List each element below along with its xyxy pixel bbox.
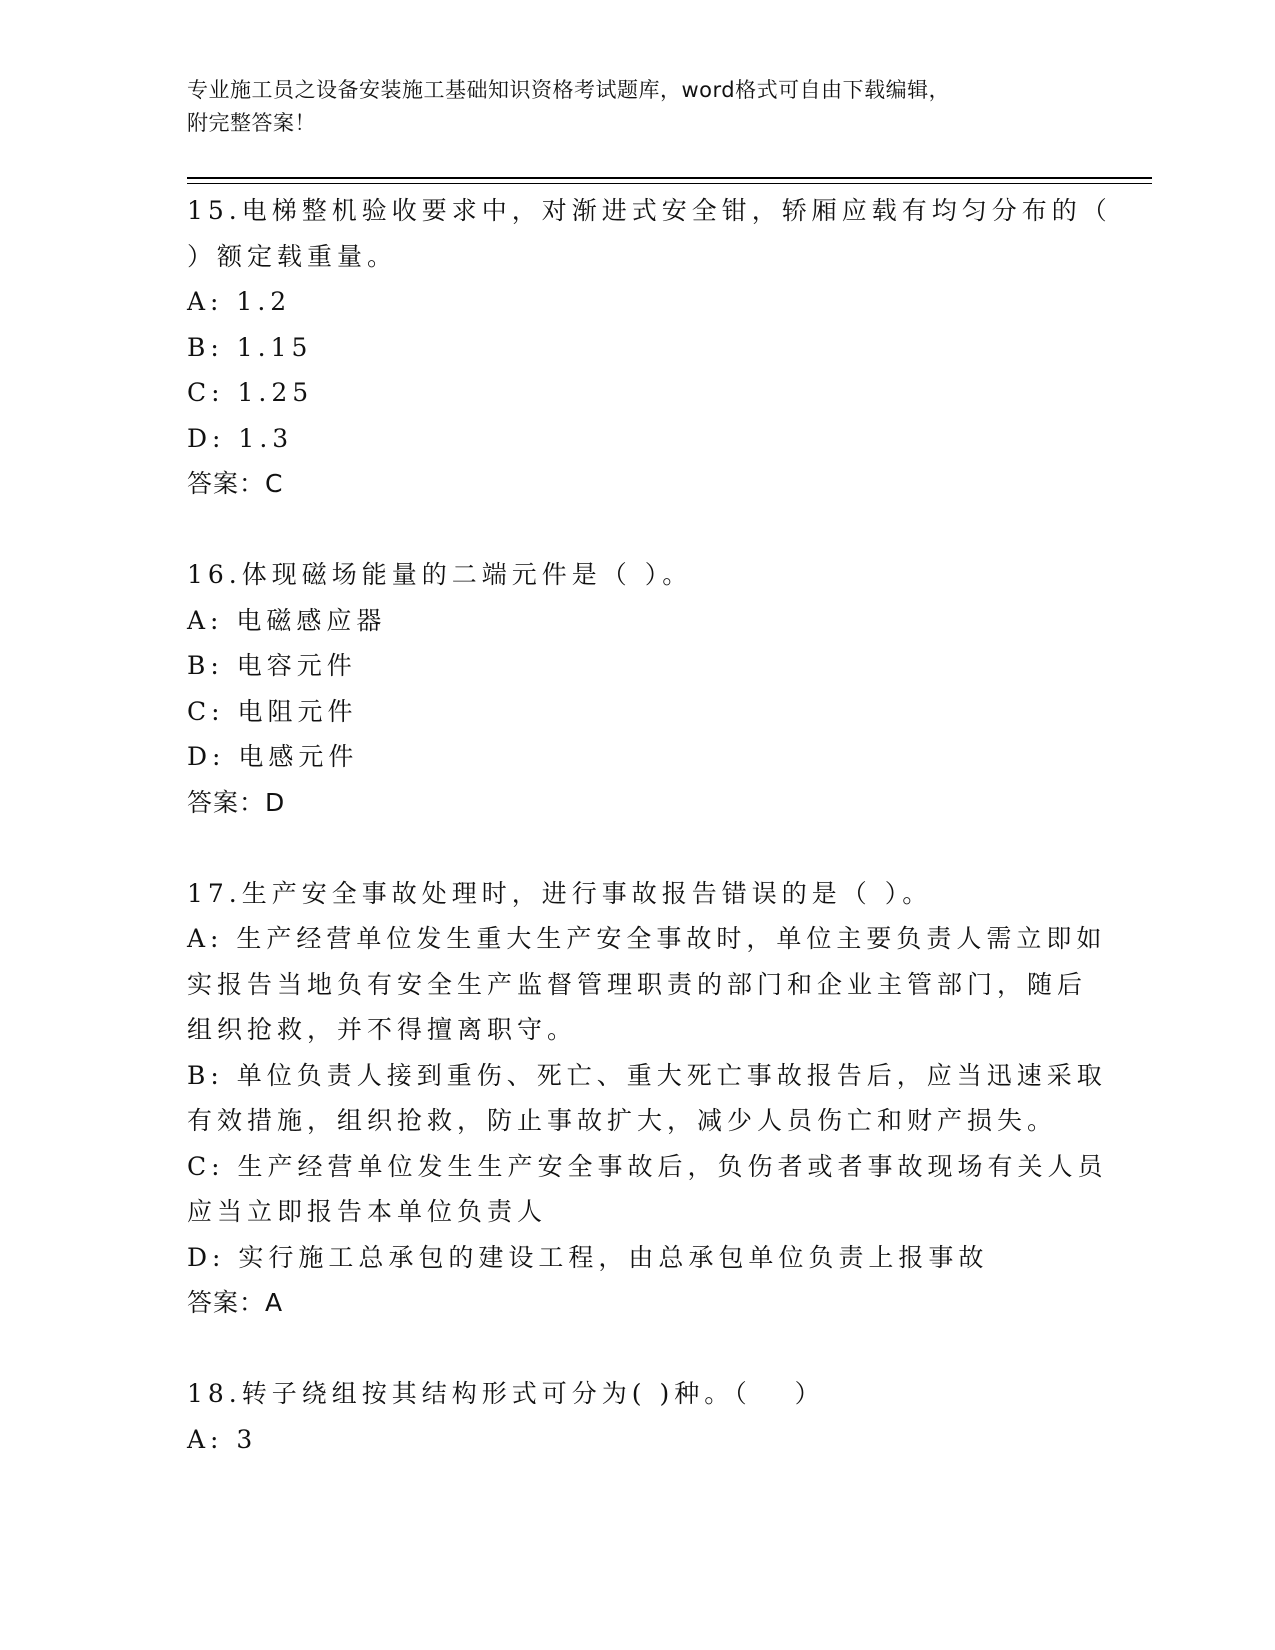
question-block [187,1371,1087,1462]
answer-key: 答案：C [187,469,284,498]
answer-option: D: 实行施工总承包的建设工程，由总承包单位负责上报事故 [187,1242,989,1272]
answer-option: B: 单位负责人接到重伤、死亡、重大死亡事故报告后，应当迅速采取 [187,1060,1107,1090]
page-header [187,74,1087,140]
question-spacer [187,1326,1087,1372]
header-divider-thin [187,183,1152,184]
question-stem: 15.电梯整机验收要求中，对渐进式安全钳，轿厢应载有均匀分布的（ [187,196,1112,225]
answer-option: B: 1.15 [187,332,313,362]
answer-option: C: 生产经营单位发生生产安全事故后，负伤者或者事故现场有关人员 [187,1151,1108,1181]
answer-key: 答案：D [187,787,286,817]
question-block [187,871,1108,1372]
answer-option: A: 电磁感应器 [187,605,387,635]
header-divider-thick [187,177,1152,179]
answer-option: 应当立即报告本单位负责人 [187,1197,548,1226]
question-stem: 18.转子绕组按其结构形式可分为( )种。（ ） [187,1379,825,1408]
answer-option: 实报告当地负有安全生产监督管理职责的部门和企业主管部门，随后 [187,969,1088,999]
question-stem: 17.生产安全事故处理时，进行事故报告错误的是（ ）。 [187,878,933,908]
answer-option: 有效措施，组织抢救，防止事故扩大，减少人员伤亡和财产损失。 [187,1106,1058,1135]
answer-option: C: 1.25 [187,378,314,407]
answer-option: A: 3 [187,1424,258,1454]
question-stem: ）额定载重量。 [187,241,398,271]
answer-option: D: 电感元件 [187,742,359,771]
question-spacer [187,507,1087,553]
answer-option: 组织抢救，并不得擅离职守。 [187,1015,578,1044]
header-line: 专业施工员之设备安装施工基础知识资格考试题库，word格式可自由下载编辑， [187,78,951,102]
answer-option: C: 电阻元件 [187,696,358,726]
question-list [187,188,1112,1462]
question-block [187,552,1087,871]
answer-option: A: 生产经营单位发生重大生产安全事故时，单位主要负责人需立即如 [187,924,1107,953]
answer-option: D: 1.3 [187,423,294,453]
header-line: 附完整答案！ [187,111,316,135]
question-block [187,188,1112,552]
answer-option: A: 1.2 [187,287,292,316]
answer-key: 答案：A [187,1288,284,1317]
answer-option: B: 电容元件 [187,651,357,680]
question-spacer [187,825,1087,871]
question-stem: 16.体现磁场能量的二端元件是（ ）。 [187,560,693,589]
